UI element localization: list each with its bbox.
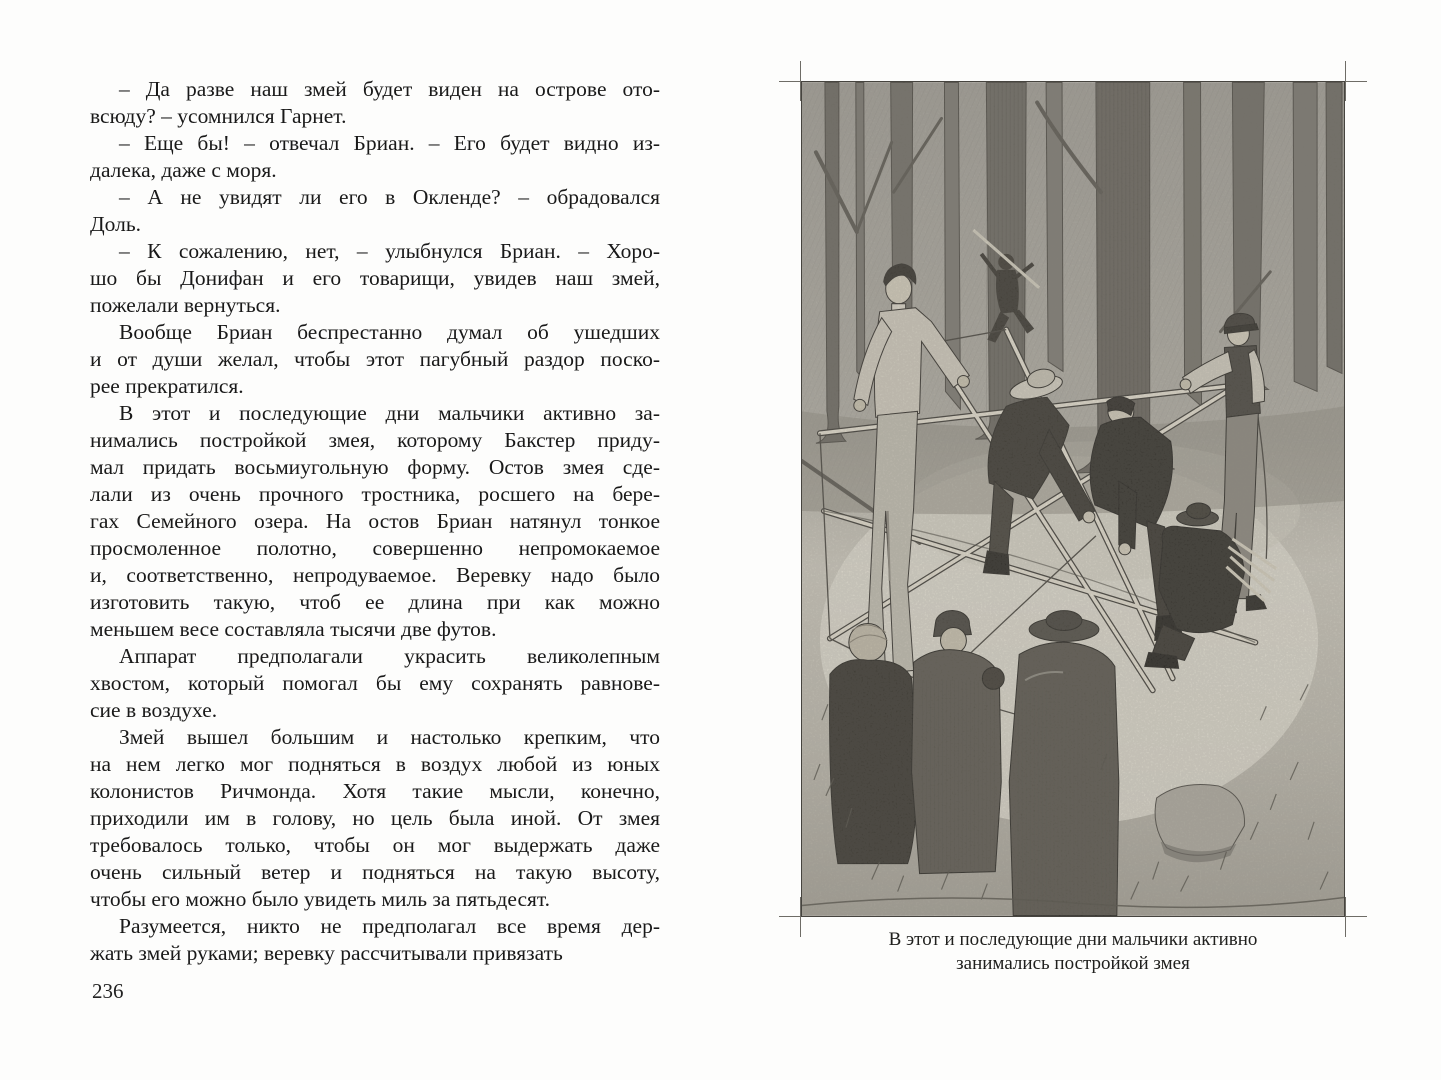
- page-number: 236: [92, 979, 124, 1003]
- text-line: – Да разве наш змей будет виден на острове ото-: [119, 77, 660, 101]
- text-line: требовалось только, чтобы он мог выдержать даже: [90, 833, 660, 857]
- text-line: меньшем весе составляла тысячи две футов.: [90, 617, 497, 641]
- text-line: – К сожалению, нет, – улыбнулся Бриан. – Хоро-: [119, 239, 660, 263]
- text-line: колонистов Ричмонда. Хотя такие мысли, конечно,: [90, 779, 660, 803]
- text-line: пожелали вернуться.: [90, 293, 281, 317]
- text-line: чтобы его можно было увидеть миль за пятьдесят.: [90, 887, 551, 911]
- text-line: жать змей руками; веревку рассчитывали привязать: [90, 941, 563, 965]
- texture-overlay: [802, 83, 1344, 916]
- paragraph: [90, 238, 660, 319]
- paragraph: [90, 913, 660, 967]
- text-line: нимались постройкой змея, которому Бакстер приду-: [90, 428, 660, 452]
- text-line: Вообще Бриан беспрестанно думал об ушедших: [119, 320, 660, 344]
- paragraph: [90, 400, 660, 643]
- text-line: рее прекратился.: [90, 374, 244, 398]
- paragraph: [90, 643, 660, 724]
- text-line: – А не увидят ли его в Окленде? – обрадовался: [119, 185, 660, 209]
- paragraph: [90, 319, 660, 400]
- illustration-caption: [801, 928, 1345, 976]
- text-line: хвостом, который помогал бы ему сохранять равнове-: [90, 671, 660, 695]
- text-line: – Еще бы! – отвечал Бриан. – Его будет видно из-: [119, 131, 660, 155]
- caption-line: занимались постройкой змея: [956, 953, 1190, 974]
- text-line: Разумеется, никто не предполагал все время дер-: [119, 914, 660, 938]
- text-line: очень сильный ветер и подняться на такую высоту,: [90, 860, 660, 884]
- paragraph: [90, 724, 660, 913]
- text-line: на нем легко мог подняться в воздух любой из юных: [90, 752, 660, 776]
- text-line: Доль.: [90, 212, 142, 236]
- paragraph: [90, 184, 660, 238]
- paragraph: [90, 76, 660, 130]
- text-line: просмоленное полотно, совершенно непромокаемое: [90, 536, 660, 560]
- text-line: В этот и последующие дни мальчики активно за-: [119, 401, 660, 425]
- text-line: и от души желал, чтобы этот пагубный раздор поско-: [90, 347, 660, 371]
- text-line: мал придать восьмиугольную форму. Остов змея сде-: [90, 455, 660, 479]
- text-column: [90, 76, 660, 967]
- caption-line: В этот и последующие дни мальчики активно: [888, 929, 1258, 950]
- text-line: и, соответственно, непродуваемое. Веревку надо было: [90, 563, 660, 587]
- illustration-plate: [801, 81, 1345, 917]
- corner-crop-mark: [1345, 897, 1346, 937]
- text-line: шо бы Донифан и его товарищи, увидев наш змей,: [90, 266, 660, 290]
- kite-building-engraving: [802, 82, 1344, 916]
- text-line: изготовить такую, чтоб ее длина при как можно: [90, 590, 660, 614]
- text-line: сие в воздухе.: [90, 698, 218, 722]
- text-line: Аппарат предполагали украсить великолепным: [119, 644, 660, 668]
- text-line: приходили им в голову, но цель была иной. От змея: [90, 806, 660, 830]
- text-line: всюду? – усомнился Гарнет.: [90, 104, 347, 128]
- text-line: лали из очень прочного тростника, росшего на бере-: [90, 482, 660, 506]
- paragraph: [90, 130, 660, 184]
- text-line: Змей вышел большим и настолько крепким, что: [119, 725, 660, 749]
- text-line: гах Семейного озера. На остов Бриан натянул тонкое: [90, 509, 660, 533]
- text-line: далека, даже с моря.: [90, 158, 277, 182]
